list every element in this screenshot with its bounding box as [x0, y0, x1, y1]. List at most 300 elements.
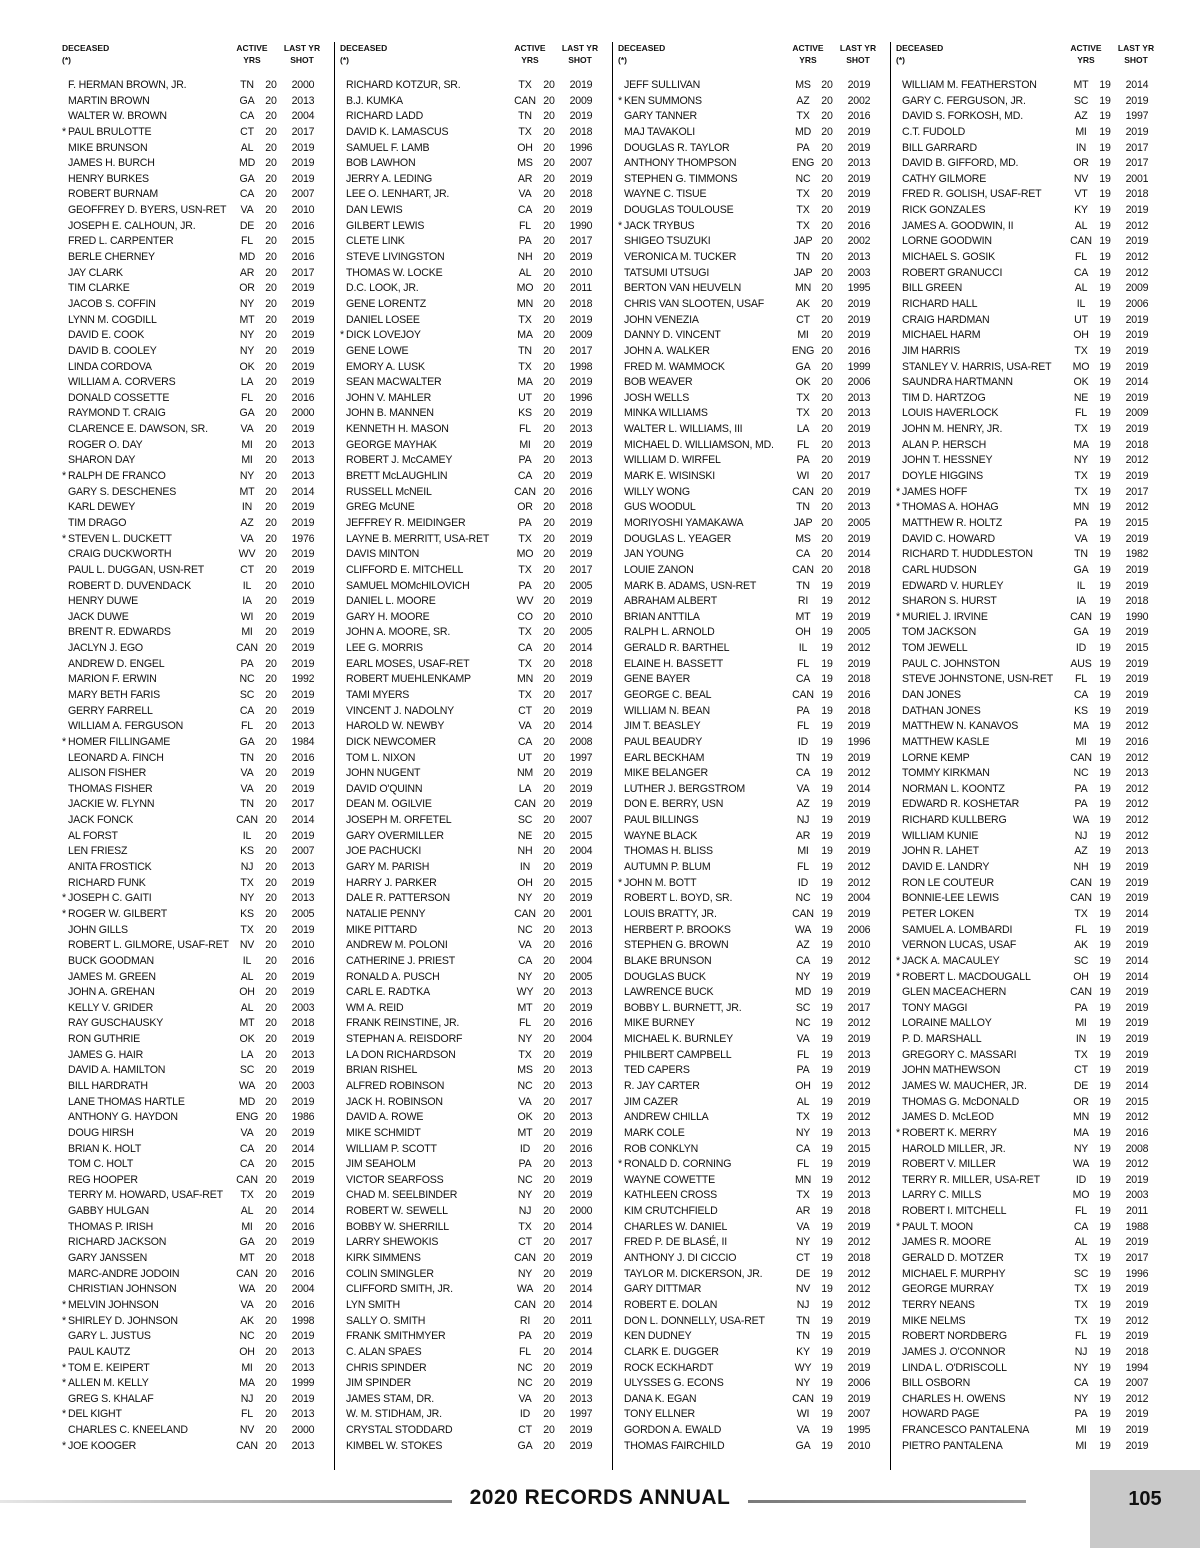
last-year-shot: 2000	[291, 407, 315, 420]
shooter-name: ROBERT J. McCAMEY	[346, 454, 453, 467]
last-year-shot: 2007	[847, 1408, 871, 1421]
last-year-shot: 2009	[1125, 282, 1149, 295]
shooter-name: BONNIE-LEE LEWIS	[902, 892, 999, 905]
record-row	[340, 360, 612, 376]
shooter-name: STEVEN L. DUCKETT	[68, 532, 172, 545]
last-year-shot: 1990	[1125, 610, 1149, 623]
state: GA	[239, 94, 255, 107]
record-row	[896, 187, 1168, 203]
shooter-name: TERRY NEANS	[902, 1298, 975, 1311]
last-year-shot: 2014	[1125, 79, 1149, 91]
last-year-shot: 2013	[291, 1345, 315, 1358]
state: OK	[239, 1033, 255, 1046]
active-years: 20	[265, 970, 277, 983]
record-row	[62, 1173, 334, 1189]
state: MS	[795, 532, 811, 545]
state: MS	[517, 1064, 533, 1077]
active-years: 19	[1099, 1298, 1111, 1311]
active-years: 19	[821, 688, 833, 701]
last-year-shot: 2007	[1125, 1377, 1149, 1390]
record-row	[340, 970, 612, 986]
shooter-name: HOWARD PAGE	[902, 1408, 980, 1421]
last-year-shot: 2019	[291, 282, 315, 295]
state: VA	[1074, 532, 1088, 545]
state: IL	[242, 829, 252, 842]
state: CA	[239, 110, 255, 123]
state: CT	[518, 704, 532, 717]
last-year-shot: 2003	[291, 1080, 315, 1092]
shooter-name: WALTER L. WILLIAMS, III	[624, 423, 743, 436]
state: ID	[519, 1142, 531, 1155]
active-years: 19	[1099, 438, 1111, 451]
state: AZ	[796, 939, 810, 952]
shooter-name: JOHN M. HENRY, JR.	[902, 423, 1003, 436]
active-years: 19	[1099, 970, 1111, 983]
shooter-name: ROBERT K. MERRY	[902, 1126, 997, 1139]
state: DE	[1073, 1080, 1089, 1092]
active-years: 20	[543, 485, 555, 498]
deceased-marker: *	[896, 485, 900, 498]
last-year-shot: 2019	[1125, 94, 1149, 107]
record-row	[618, 1267, 890, 1283]
shooter-name: WAYNE C. TISUE	[624, 188, 707, 201]
state: CT	[518, 1424, 532, 1437]
state: VA	[796, 1220, 810, 1233]
shooter-name: ROBERT L. BOYD, SR.	[624, 892, 733, 905]
record-row	[618, 829, 890, 845]
last-year-shot: 2019	[291, 642, 315, 655]
state: FL	[519, 1345, 531, 1358]
active-years: 19	[821, 720, 833, 733]
shooter-name: JAMES D. McLEOD	[902, 1111, 994, 1124]
active-years: 20	[543, 172, 555, 185]
record-row	[896, 641, 1168, 657]
last-year-shot: 1996	[847, 735, 871, 748]
shooter-name: ROBERT GRANUCCI	[902, 266, 1003, 279]
last-year-shot: 1994	[1125, 1361, 1149, 1374]
last-year-shot: 2019	[1125, 563, 1149, 576]
shooter-name: TOM JACKSON	[902, 626, 977, 639]
state: VA	[796, 1033, 810, 1046]
state: TX	[1074, 423, 1088, 436]
active-years: 20	[821, 125, 833, 138]
active-years: 20	[821, 266, 833, 279]
shooter-name: KELLY V. GRIDER	[68, 1001, 154, 1014]
state: WY	[516, 986, 534, 999]
last-year-shot: 2017	[1125, 157, 1149, 170]
header-shot-label: SHOT	[846, 55, 870, 65]
active-years: 20	[543, 954, 555, 967]
deceased-marker: *	[896, 954, 900, 967]
record-row	[618, 469, 890, 485]
shooter-name: JACK TRYBUS	[624, 219, 695, 232]
last-year-shot: 2019	[847, 485, 871, 498]
last-year-shot: 2018	[569, 501, 593, 514]
record-row	[618, 954, 890, 970]
record-row	[340, 844, 612, 860]
active-years: 20	[265, 1095, 277, 1108]
state: IL	[1076, 579, 1086, 592]
last-year-shot: 2012	[847, 595, 871, 608]
last-year-shot: 2013	[291, 1439, 315, 1452]
record-row	[618, 547, 890, 563]
active-years: 19	[821, 1142, 833, 1155]
last-year-shot: 2019	[1125, 1048, 1149, 1061]
state: NC	[517, 1080, 533, 1092]
last-year-shot: 2014	[1125, 1080, 1149, 1092]
last-year-shot: 2014	[847, 548, 871, 561]
state: MI	[241, 1361, 253, 1374]
record-row	[896, 625, 1168, 641]
shooter-name: VINCENT J. NADOLNY	[346, 704, 455, 717]
active-years: 19	[821, 954, 833, 967]
active-years: 19	[821, 1048, 833, 1061]
record-row	[62, 594, 334, 610]
active-years: 19	[1099, 1001, 1111, 1014]
state: CT	[1074, 1064, 1088, 1077]
last-year-shot: 2013	[847, 1126, 871, 1139]
last-year-shot: 2019	[847, 454, 871, 467]
shooter-name: ANITA FROSTICK	[68, 861, 152, 874]
state: MN	[794, 282, 812, 295]
shooter-name: WILLIAM N. BEAN	[624, 704, 710, 717]
record-row	[340, 1282, 612, 1298]
active-years: 20	[543, 782, 555, 795]
state: TX	[796, 391, 810, 404]
state: NC	[517, 1377, 533, 1390]
shooter-name: HOMER FILLINGAME	[68, 735, 171, 748]
shooter-name: WM A. REID	[346, 1001, 404, 1014]
active-years: 20	[265, 1142, 277, 1155]
record-row	[618, 1032, 890, 1048]
record-row	[618, 1282, 890, 1298]
last-year-shot: 2017	[291, 125, 315, 138]
last-year-shot: 2019	[1125, 360, 1149, 373]
last-year-shot: 2019	[1125, 235, 1149, 248]
record-row	[62, 219, 334, 235]
last-year-shot: 2019	[1125, 423, 1149, 436]
shooter-name: JERRY A. LEDING	[346, 172, 433, 185]
shooter-name: JOE PACHUCKI	[346, 845, 422, 858]
shooter-name: BERLE CHERNEY	[68, 251, 155, 264]
shooter-name: JOHN VENEZIA	[624, 313, 699, 326]
record-row	[62, 532, 334, 548]
last-year-shot: 2019	[1125, 657, 1149, 670]
record-row	[340, 766, 612, 782]
state: MT	[1073, 79, 1089, 91]
state: TX	[796, 188, 810, 201]
last-year-shot: 2019	[291, 688, 315, 701]
state: TN	[796, 1330, 810, 1343]
last-year-shot: 2019	[291, 141, 315, 154]
shooter-name: SHIRLEY D. JOHNSON	[68, 1314, 178, 1327]
last-year-shot: 2003	[847, 266, 871, 279]
active-years: 20	[265, 548, 277, 561]
state: GA	[239, 1236, 255, 1249]
shooter-name: CARL HUDSON	[902, 563, 977, 576]
header-deceased	[340, 42, 387, 66]
footer-rule-left	[0, 1500, 452, 1503]
state: PA	[1074, 1408, 1088, 1421]
active-years: 19	[821, 923, 833, 936]
last-year-shot: 2014	[291, 1142, 315, 1155]
shooter-name: BUCK GOODMAN	[68, 954, 154, 967]
last-year-shot: 2019	[291, 1189, 315, 1202]
active-years: 20	[543, 1236, 555, 1249]
active-years: 19	[1099, 1064, 1111, 1077]
shooter-name: DAVID A. ROWE	[346, 1111, 424, 1124]
state: CA	[239, 1142, 255, 1155]
shooter-name: CHARLES W. DANIEL	[624, 1220, 728, 1233]
shooter-name: ANTHONY J. DI CICCIO	[624, 1252, 737, 1265]
column-header	[62, 42, 334, 78]
state: AZ	[240, 516, 254, 529]
last-year-shot: 2019	[569, 407, 593, 420]
state: CA	[1073, 1377, 1089, 1390]
shooter-name: TONY ELLNER	[624, 1408, 696, 1421]
active-years: 20	[265, 1377, 277, 1390]
state: FL	[797, 438, 809, 451]
record-row	[340, 907, 612, 923]
active-years: 19	[821, 673, 833, 686]
record-row	[62, 1407, 334, 1423]
shooter-name: CRAIG DUCKWORTH	[68, 548, 172, 561]
state: WA	[794, 923, 812, 936]
last-year-shot: 2012	[1125, 720, 1149, 733]
record-row	[340, 344, 612, 360]
deceased-marker: *	[618, 94, 622, 107]
record-row	[618, 1345, 890, 1361]
active-years: 20	[543, 798, 555, 811]
last-year-shot: 2013	[847, 501, 871, 514]
header-last-yr-label: LAST YR	[1117, 43, 1155, 53]
last-year-shot: 2019	[1125, 391, 1149, 404]
state: MT	[239, 1017, 255, 1030]
active-years: 20	[265, 1001, 277, 1014]
last-year-shot: 2019	[1125, 1173, 1149, 1186]
record-row	[896, 970, 1168, 986]
state: TN	[796, 501, 810, 514]
shooter-name: DOUG HIRSH	[68, 1126, 134, 1139]
state: MT	[517, 1001, 533, 1014]
active-years: 20	[543, 313, 555, 326]
active-years: 19	[1099, 626, 1111, 639]
active-years: 19	[821, 876, 833, 889]
record-row	[340, 1188, 612, 1204]
shooter-name: LAYNE B. MERRITT, USA-RET	[346, 532, 490, 545]
last-year-shot: 2016	[291, 1267, 315, 1280]
header-deceased-note: (*)	[896, 55, 905, 65]
header-deceased-label: DECEASED	[340, 43, 388, 53]
active-years: 20	[543, 282, 555, 295]
shooter-name: JOHN MATHEWSON	[902, 1064, 1001, 1077]
last-year-shot: 2004	[291, 110, 315, 123]
state: MD	[794, 986, 812, 999]
state: PA	[518, 1158, 532, 1171]
record-row	[340, 125, 612, 141]
shooter-name: KENNETH H. MASON	[346, 423, 449, 436]
state: NJ	[240, 861, 254, 874]
deceased-marker: *	[340, 329, 344, 342]
record-row	[618, 751, 890, 767]
active-years: 19	[1099, 923, 1111, 936]
active-years: 20	[543, 141, 555, 154]
last-year-shot: 2019	[569, 438, 593, 451]
active-years: 20	[265, 94, 277, 107]
active-years: 20	[821, 344, 833, 357]
record-row	[340, 250, 612, 266]
shooter-name: ROBERT I. MITCHELL	[902, 1205, 1007, 1218]
active-years: 19	[1099, 282, 1111, 295]
state: UT	[518, 751, 532, 764]
active-years: 20	[265, 923, 277, 936]
active-years: 20	[543, 1345, 555, 1358]
record-row	[62, 1329, 334, 1345]
shooter-name: DEAN M. OGILVIE	[346, 798, 432, 811]
state: SC	[239, 688, 255, 701]
last-year-shot: 2012	[847, 1111, 871, 1124]
shooter-name: LA DON RICHARDSON	[346, 1048, 456, 1061]
last-year-shot: 2019	[569, 79, 593, 91]
last-year-shot: 2000	[291, 1424, 315, 1437]
active-years: 20	[265, 1408, 277, 1421]
shooter-name: CLARENCE E. DAWSON, SR.	[68, 423, 208, 436]
state: NY	[517, 1033, 533, 1046]
state: IN	[1075, 1033, 1087, 1046]
active-years: 20	[543, 1267, 555, 1280]
active-years: 20	[543, 735, 555, 748]
shooter-name: KIMBEL W. STOKES	[346, 1439, 443, 1452]
record-row	[896, 876, 1168, 892]
last-year-shot: 1990	[569, 219, 593, 232]
state: TX	[518, 657, 532, 670]
last-year-shot: 1999	[847, 360, 871, 373]
state: PA	[1074, 782, 1088, 795]
active-years: 19	[1099, 251, 1111, 264]
active-years: 19	[821, 1298, 833, 1311]
record-row	[340, 923, 612, 939]
active-years: 19	[821, 1189, 833, 1202]
shooter-name: DAN LEWIS	[346, 204, 403, 217]
record-row	[896, 938, 1168, 954]
shooter-name: TIM D. HARTZOG	[902, 391, 986, 404]
active-years: 19	[821, 1314, 833, 1327]
state: PA	[518, 516, 532, 529]
state: NY	[795, 970, 811, 983]
active-years: 19	[1099, 297, 1111, 310]
last-year-shot: 1996	[1125, 1267, 1149, 1280]
active-years: 20	[543, 657, 555, 670]
state: OR	[1073, 1095, 1089, 1108]
shooter-name: GEORGE MURRAY	[902, 1283, 994, 1296]
last-year-shot: 2019	[569, 767, 593, 780]
state: FL	[797, 1048, 809, 1061]
last-year-shot: 2019	[847, 829, 871, 842]
active-years: 20	[543, 1064, 555, 1077]
state: TX	[796, 407, 810, 420]
shooter-name: DEL KIGHT	[68, 1408, 122, 1421]
state: TX	[1074, 470, 1088, 483]
last-year-shot: 2019	[1125, 923, 1149, 936]
state: CAN	[514, 485, 536, 498]
state: NJ	[796, 814, 810, 827]
shooter-name: HAROLD MILLER, JR.	[902, 1142, 1006, 1155]
active-years: 19	[1099, 1126, 1111, 1139]
active-years: 19	[821, 751, 833, 764]
last-year-shot: 2019	[569, 1173, 593, 1186]
record-row	[62, 829, 334, 845]
record-row	[340, 406, 612, 422]
state: MN	[794, 1173, 812, 1186]
active-years: 19	[821, 1126, 833, 1139]
record-row	[618, 250, 890, 266]
last-year-shot: 2019	[569, 1126, 593, 1139]
shooter-name: DON L. DONNELLY, USA-RET	[624, 1314, 765, 1327]
header-last-yr-label: LAST YR	[839, 43, 877, 53]
last-year-shot: 2005	[291, 907, 315, 920]
shooter-name: MARY BETH FARIS	[68, 688, 160, 701]
last-year-shot: 2019	[569, 1267, 593, 1280]
active-years: 20	[543, 767, 555, 780]
active-years: 20	[265, 329, 277, 342]
record-row	[62, 469, 334, 485]
shooter-name: JACOB S. COFFIN	[68, 297, 156, 310]
record-row	[62, 1423, 334, 1439]
state: TX	[796, 1111, 810, 1124]
record-row	[896, 250, 1168, 266]
record-row	[618, 266, 890, 282]
active-years: 20	[821, 516, 833, 529]
last-year-shot: 2019	[569, 861, 593, 874]
active-years: 19	[821, 642, 833, 655]
shooter-name: ROBERT BURNAM	[68, 188, 159, 201]
state: VA	[240, 767, 254, 780]
shooter-name: GEORGE MAYHAK	[346, 438, 437, 451]
state: VT	[1074, 188, 1088, 201]
last-year-shot: 2004	[847, 892, 871, 905]
record-row	[618, 219, 890, 235]
active-years: 19	[1099, 814, 1111, 827]
last-year-shot: 2013	[569, 1064, 593, 1077]
last-year-shot: 2019	[847, 845, 871, 858]
shooter-name: SHIGEO TSUZUKI	[624, 235, 711, 248]
active-years: 19	[1099, 1345, 1111, 1358]
record-row	[618, 985, 890, 1001]
state: TN	[1074, 548, 1088, 561]
last-year-shot: 2007	[569, 814, 593, 827]
shooter-name: CHRIS SPINDER	[346, 1361, 427, 1374]
last-year-shot: 2019	[847, 751, 871, 764]
shooter-name: MAJ TAVAKOLI	[624, 125, 695, 138]
record-row	[340, 860, 612, 876]
shooter-name: SAMUEL A. LOMBARDI	[902, 923, 1013, 936]
record-row	[618, 1329, 890, 1345]
active-years: 19	[821, 1111, 833, 1124]
active-years: 20	[821, 282, 833, 295]
state: NJ	[518, 1205, 532, 1218]
last-year-shot: 2015	[291, 235, 315, 248]
state: MN	[516, 673, 534, 686]
state: PA	[1074, 1001, 1088, 1014]
state: OK	[795, 376, 811, 389]
state: GA	[1073, 626, 1089, 639]
active-years: 19	[1099, 845, 1111, 858]
active-years: 20	[543, 1095, 555, 1108]
state: VA	[796, 782, 810, 795]
record-row	[62, 923, 334, 939]
state: TX	[796, 1189, 810, 1202]
shooter-name: ROB CONKLYN	[624, 1142, 699, 1155]
